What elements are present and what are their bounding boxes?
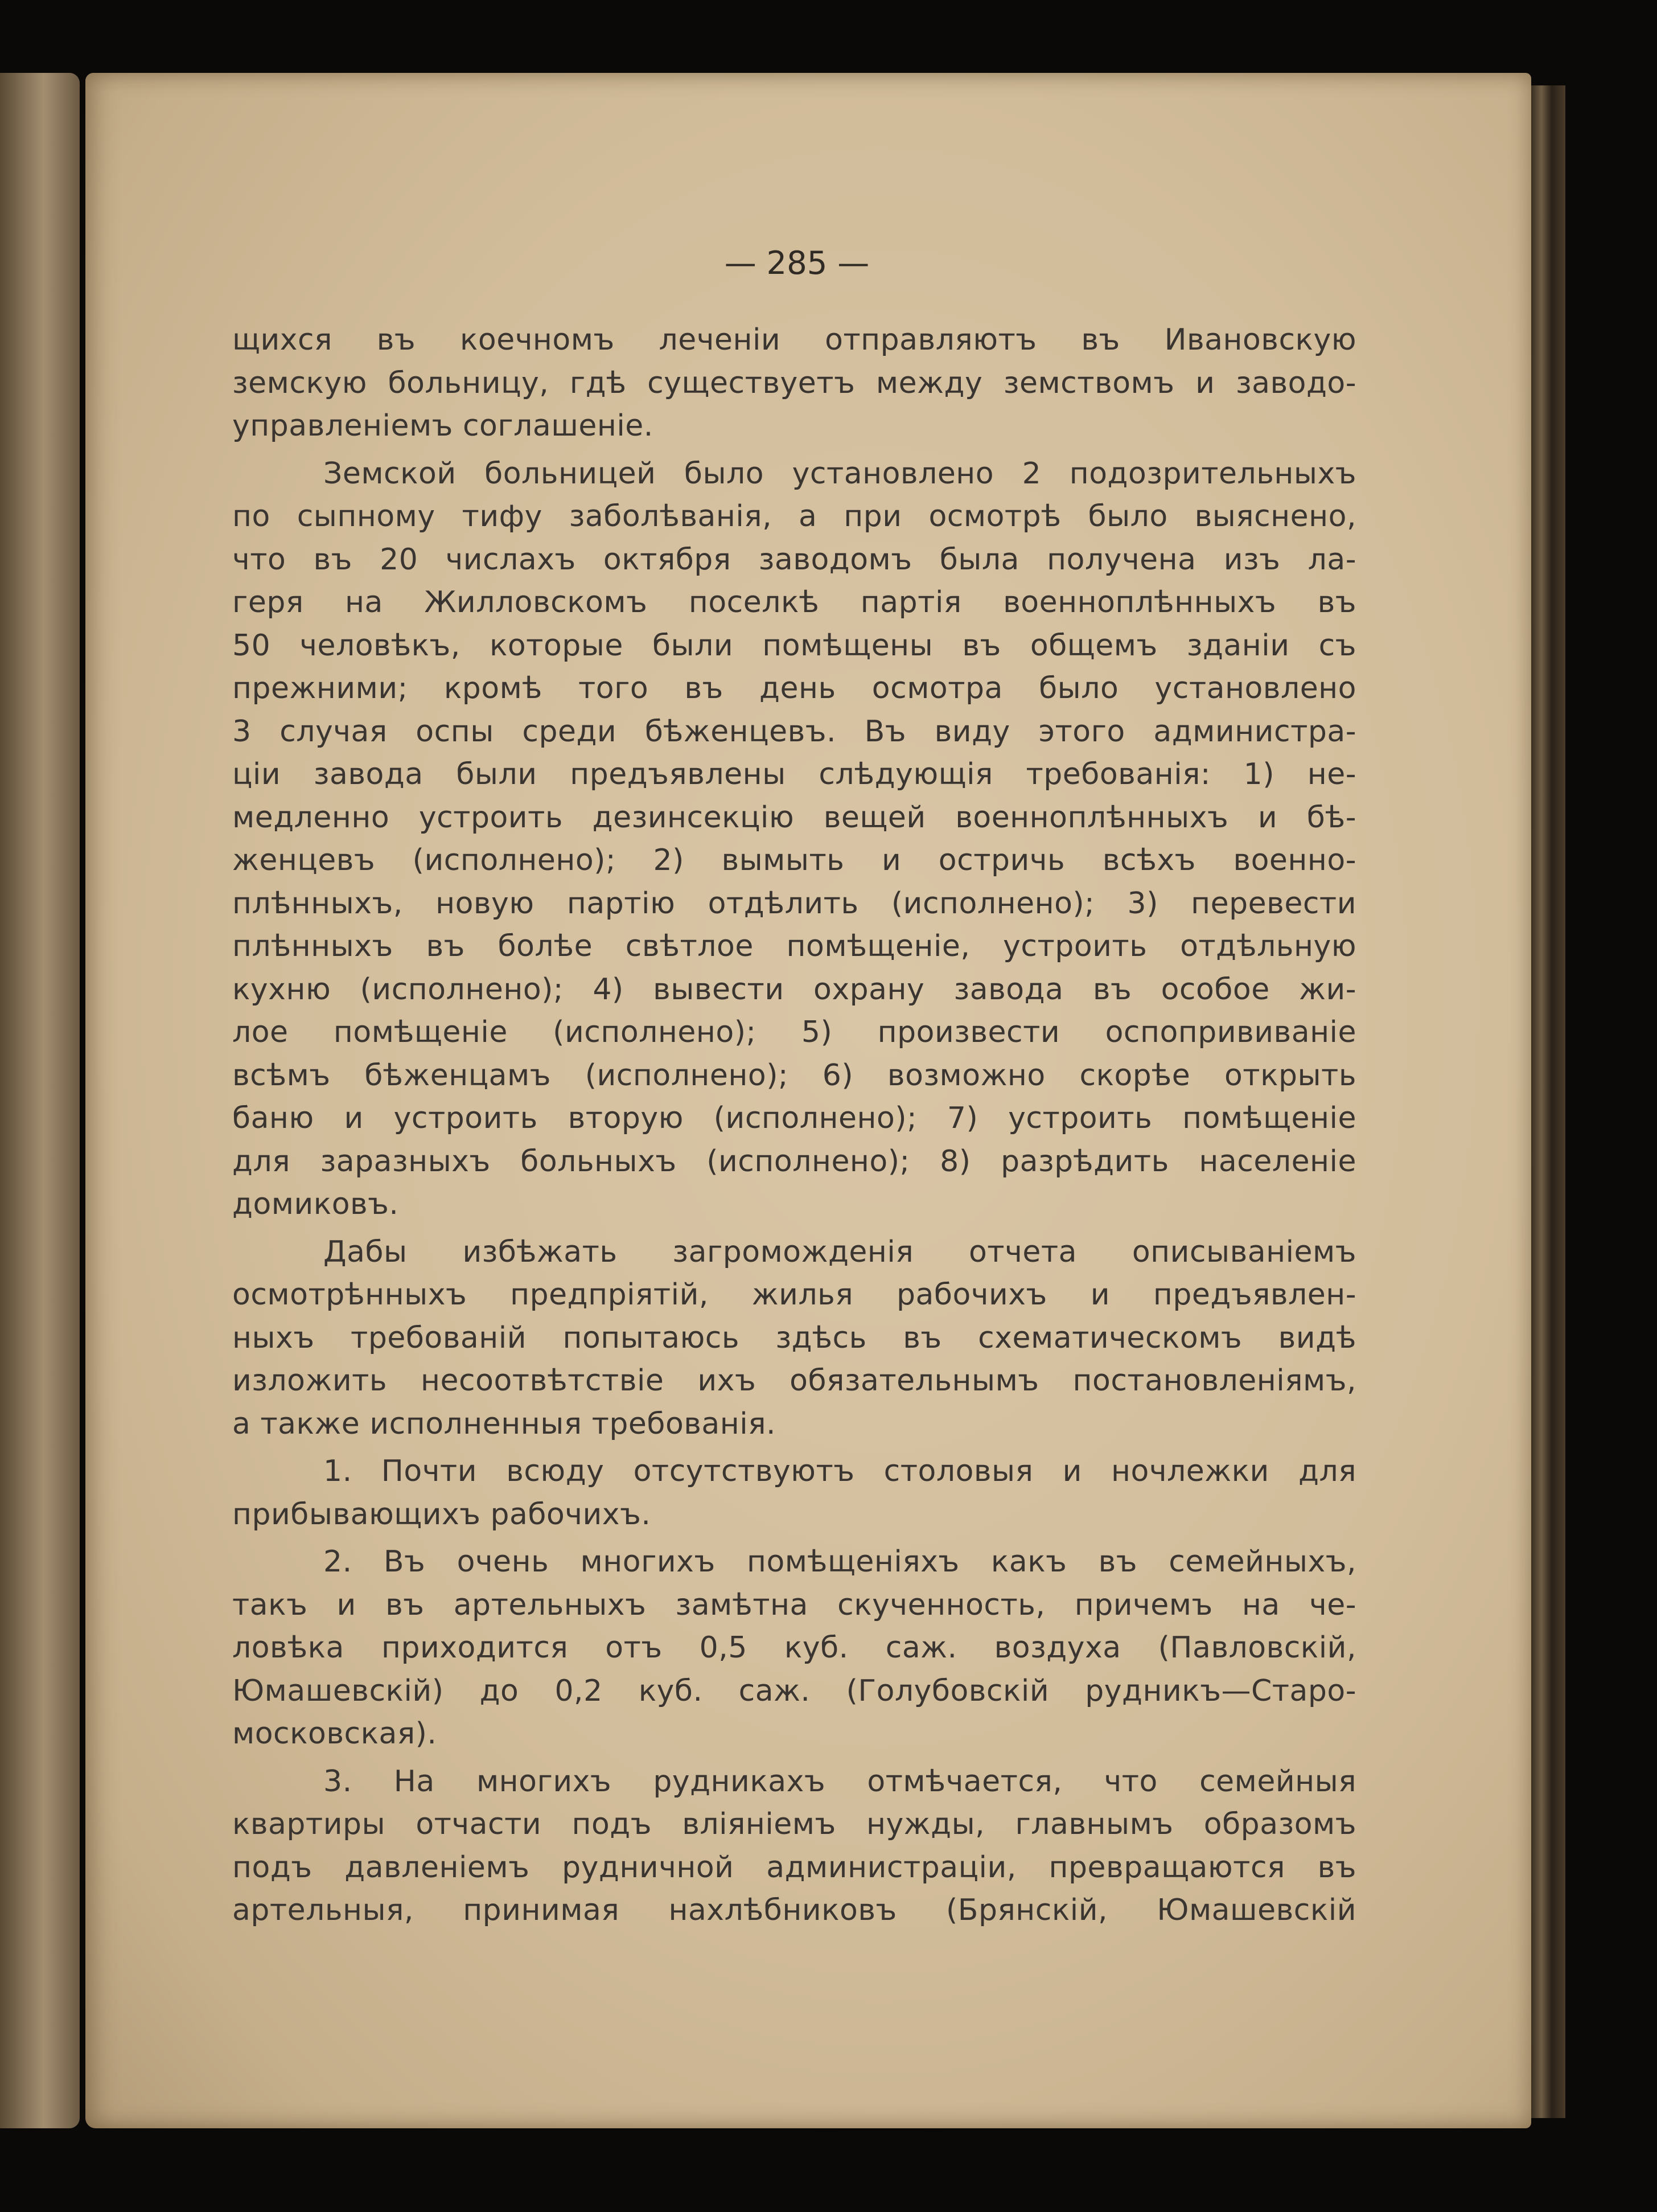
text-line: артельныя, принимая нахлѣбниковъ (Брянскій, Юмашевскій [232,1893,1356,1927]
text-line: 50 человѣкъ, которые были помѣщены въ общемъ зданіи съ [232,628,1356,663]
text-line: прибывающихъ рабочихъ. [232,1497,651,1532]
text-line: осмотрѣнныхъ предпріятій, жилья рабочихъ и предъявлен- [232,1278,1356,1312]
text-line: 2. Въ очень многихъ помѣщеніяхъ какъ въ семейныхъ, [323,1545,1356,1579]
left-page-edge [0,73,80,2128]
text-line: кухню (исполнено); 4) вывести охрану завода въ особое жи- [232,972,1356,1007]
page-number: — 285 — [724,245,870,282]
text-line: для заразныхъ больныхъ (исполнено); 8) разрѣдить населеніе [232,1144,1356,1179]
text-line: домиковъ. [232,1187,399,1221]
text-line: что въ 20 числахъ октября заводомъ была получена изъ ла- [232,542,1356,577]
text-line: подъ давленіемъ рудничной администраціи, превращаются въ [232,1850,1356,1885]
text-line: 1. Почти всюду отсутствуютъ столовыя и ночлежки для [323,1454,1356,1488]
text-line: баню и устроить вторую (исполнено); 7) устроить помѣщеніе [232,1101,1356,1135]
paragraph [232,319,1356,448]
text-line: плѣнныхъ, новую партію отдѣлить (исполнено); 3) перевести [232,886,1356,921]
text-line: геря на Жилловскомъ поселкѣ партія военноплѣнныхъ въ [232,585,1356,619]
text-line: плѣнныхъ въ болѣе свѣтлое помѣщеніе, устроить отдѣльную [232,929,1356,963]
text-line: медленно устроить дезинсекцію вещей военноплѣнныхъ и бѣ- [232,800,1356,835]
text-line: Дабы избѣжать загроможденія отчета описываніемъ [323,1234,1356,1269]
text-line: квартиры отчасти подъ вліяніемъ нужды, главнымъ образомъ [232,1807,1356,1841]
text-line: ныхъ требованій попытаюсь здѣсь въ схематическомъ видѣ [232,1320,1356,1355]
text-line: по сыпному тифу заболѣванія, а при осмотрѣ было выяснено, [232,499,1356,533]
text-body [232,319,1356,1937]
text-line: Юмашевскій) до 0,2 куб. саж. (Голубовскій рудникъ—Старо- [232,1673,1356,1708]
text-line: изложить несоотвѣтствіе ихъ обязательнымъ постановленіямъ, [232,1364,1356,1398]
text-line: управленіемъ соглашеніе. [232,409,653,443]
text-line: прежними; кромѣ того въ день осмотра было установлено [232,671,1356,705]
text-line: женцевъ (исполнено); 2) вымыть и остричь всѣхъ военно- [232,843,1356,877]
paragraph [232,1760,1356,1932]
text-line: лое помѣщеніе (исполнено); 5) произвести оспопрививаніе [232,1015,1356,1049]
page-stack-edge [1531,85,1565,2118]
text-line: щихся въ коечномъ леченіи отправляютъ въ Ивановскую [232,323,1356,357]
text-line: 3. На многихъ рудникахъ отмѣчается, что семейныя [323,1764,1356,1799]
text-line: всѣмъ бѣженцамъ (исполнено); 6) возможно скорѣе открыть [232,1058,1356,1093]
text-line: земскую больницу, гдѣ существуетъ между земствомъ и заводо- [232,366,1356,400]
text-line: 3 случая оспы среди бѣженцевъ. Въ виду этого администра- [232,714,1356,749]
paragraph [232,1231,1356,1446]
text-line: а также исполненныя требованія. [232,1406,776,1441]
paragraph [232,1450,1356,1536]
text-line: ціи завода были предъявлены слѣдующія требованія: 1) не- [232,757,1356,791]
paragraph [232,1541,1356,1756]
text-line: ловѣка приходится отъ 0,5 куб. саж. воздуха (Павловскій, [232,1631,1356,1665]
text-line: такъ и въ артельныхъ замѣтна скученность, причемъ на че- [232,1587,1356,1622]
text-line: Земской больницей было установлено 2 подозрительныхъ [323,456,1356,491]
paragraph [232,453,1356,1226]
text-line: московская). [232,1717,437,1751]
